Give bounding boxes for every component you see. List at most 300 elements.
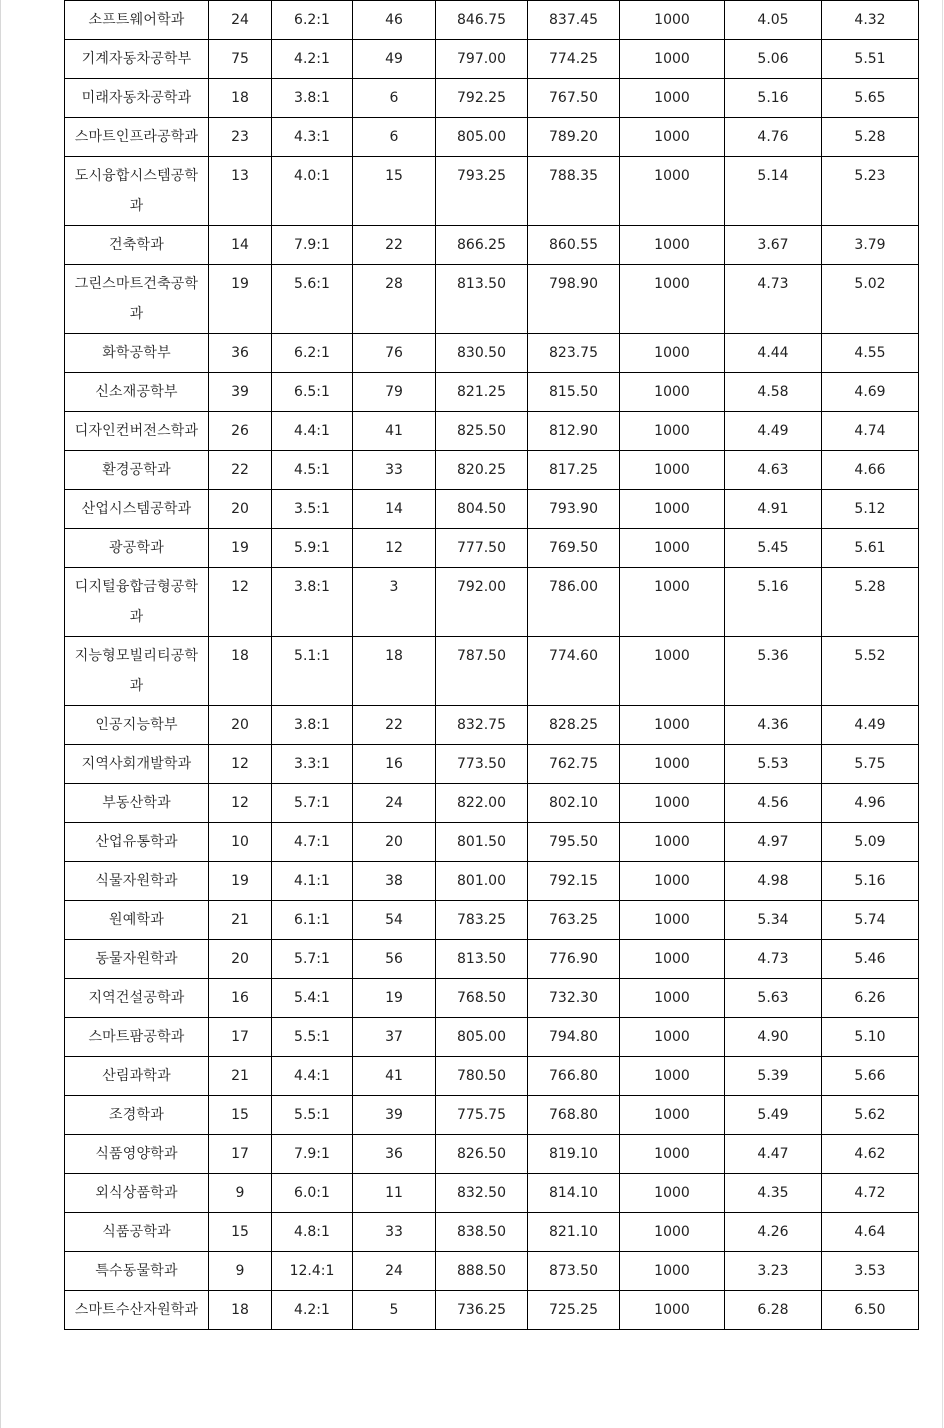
- cell-score-1: 813.50: [436, 940, 528, 979]
- cell-competition-ratio: 5.4:1: [272, 979, 353, 1018]
- cell-competition-ratio: 4.7:1: [272, 823, 353, 862]
- cell-full-score: 1000: [620, 40, 725, 79]
- cell-score-1: 822.00: [436, 784, 528, 823]
- cell-applicants: 3: [353, 568, 436, 637]
- cell-grade-2: 4.72: [822, 1174, 919, 1213]
- cell-grade-2: 5.51: [822, 40, 919, 79]
- cell-department: 광공학과: [65, 529, 209, 568]
- cell-department: 그린스마트건축공학과: [65, 265, 209, 334]
- cell-grade-2: 5.12: [822, 490, 919, 529]
- cell-score-2: 786.00: [528, 568, 620, 637]
- cell-grade-1: 5.53: [725, 745, 822, 784]
- cell-score-2: 767.50: [528, 79, 620, 118]
- cell-applicants: 41: [353, 1057, 436, 1096]
- cell-full-score: 1000: [620, 745, 725, 784]
- cell-score-1: 820.25: [436, 451, 528, 490]
- cell-full-score: 1000: [620, 1174, 725, 1213]
- table-row: [65, 823, 919, 862]
- table-row: [65, 706, 919, 745]
- table-row: [65, 1, 919, 40]
- cell-grade-1: 4.05: [725, 1, 822, 40]
- cell-applicants: 15: [353, 157, 436, 226]
- cell-applicants: 49: [353, 40, 436, 79]
- cell-quota: 17: [209, 1135, 272, 1174]
- cell-score-1: 888.50: [436, 1252, 528, 1291]
- table-row: [65, 940, 919, 979]
- cell-department: 환경공학과: [65, 451, 209, 490]
- cell-competition-ratio: 5.9:1: [272, 529, 353, 568]
- cell-grade-1: 4.73: [725, 265, 822, 334]
- cell-grade-1: 4.98: [725, 862, 822, 901]
- cell-applicants: 22: [353, 226, 436, 265]
- cell-department: 스마트팜공학과: [65, 1018, 209, 1057]
- cell-applicants: 39: [353, 1096, 436, 1135]
- cell-score-1: 768.50: [436, 979, 528, 1018]
- table-row: [65, 1213, 919, 1252]
- cell-grade-2: 5.28: [822, 568, 919, 637]
- cell-grade-1: 4.49: [725, 412, 822, 451]
- cell-applicants: 28: [353, 265, 436, 334]
- cell-competition-ratio: 6.2:1: [272, 334, 353, 373]
- cell-department: 소프트웨어학과: [65, 1, 209, 40]
- cell-full-score: 1000: [620, 706, 725, 745]
- table-row: [65, 40, 919, 79]
- cell-grade-2: 6.26: [822, 979, 919, 1018]
- cell-competition-ratio: 5.6:1: [272, 265, 353, 334]
- cell-grade-2: 5.02: [822, 265, 919, 334]
- cell-full-score: 1000: [620, 412, 725, 451]
- cell-applicants: 6: [353, 118, 436, 157]
- cell-competition-ratio: 5.7:1: [272, 784, 353, 823]
- cell-grade-1: 4.35: [725, 1174, 822, 1213]
- table-row: [65, 1018, 919, 1057]
- cell-competition-ratio: 3.8:1: [272, 79, 353, 118]
- cell-competition-ratio: 5.1:1: [272, 637, 353, 706]
- cell-full-score: 1000: [620, 451, 725, 490]
- cell-applicants: 33: [353, 451, 436, 490]
- cell-score-1: 801.50: [436, 823, 528, 862]
- cell-score-2: 817.25: [528, 451, 620, 490]
- cell-score-2: 789.20: [528, 118, 620, 157]
- cell-applicants: 5: [353, 1291, 436, 1330]
- cell-competition-ratio: 3.3:1: [272, 745, 353, 784]
- cell-score-2: 860.55: [528, 226, 620, 265]
- cell-score-1: 793.25: [436, 157, 528, 226]
- cell-grade-2: 4.74: [822, 412, 919, 451]
- cell-grade-1: 5.06: [725, 40, 822, 79]
- cell-score-1: 792.00: [436, 568, 528, 637]
- cell-department: 건축학과: [65, 226, 209, 265]
- cell-quota: 14: [209, 226, 272, 265]
- cell-competition-ratio: 4.2:1: [272, 40, 353, 79]
- cell-competition-ratio: 4.1:1: [272, 862, 353, 901]
- table-row: [65, 979, 919, 1018]
- cell-department: 디자인컨버전스학과: [65, 412, 209, 451]
- cell-full-score: 1000: [620, 568, 725, 637]
- cell-full-score: 1000: [620, 979, 725, 1018]
- cell-grade-2: 4.64: [822, 1213, 919, 1252]
- cell-grade-2: 3.53: [822, 1252, 919, 1291]
- cell-department: 인공지능학부: [65, 706, 209, 745]
- cell-grade-2: 5.65: [822, 79, 919, 118]
- cell-grade-1: 5.34: [725, 901, 822, 940]
- cell-score-1: 777.50: [436, 529, 528, 568]
- cell-full-score: 1000: [620, 637, 725, 706]
- cell-applicants: 6: [353, 79, 436, 118]
- cell-score-2: 774.25: [528, 40, 620, 79]
- cell-grade-1: 4.26: [725, 1213, 822, 1252]
- cell-department: 스마트수산자원학과: [65, 1291, 209, 1330]
- table-row: [65, 1291, 919, 1330]
- cell-grade-1: 4.36: [725, 706, 822, 745]
- page-left-rule: [0, 0, 1, 1428]
- cell-score-1: 805.00: [436, 118, 528, 157]
- cell-grade-1: 3.67: [725, 226, 822, 265]
- cell-grade-1: 5.49: [725, 1096, 822, 1135]
- cell-grade-1: 5.16: [725, 568, 822, 637]
- cell-score-1: 866.25: [436, 226, 528, 265]
- cell-full-score: 1000: [620, 265, 725, 334]
- cell-quota: 36: [209, 334, 272, 373]
- cell-score-2: 821.10: [528, 1213, 620, 1252]
- cell-quota: 19: [209, 265, 272, 334]
- cell-applicants: 36: [353, 1135, 436, 1174]
- table-row: [65, 412, 919, 451]
- cell-score-2: 762.75: [528, 745, 620, 784]
- cell-grade-2: 4.55: [822, 334, 919, 373]
- cell-score-1: 830.50: [436, 334, 528, 373]
- cell-score-2: 763.25: [528, 901, 620, 940]
- table-row: [65, 1135, 919, 1174]
- cell-full-score: 1000: [620, 1096, 725, 1135]
- cell-department: 지역사회개발학과: [65, 745, 209, 784]
- table-row: [65, 862, 919, 901]
- cell-score-2: 795.50: [528, 823, 620, 862]
- cell-full-score: 1000: [620, 529, 725, 568]
- cell-applicants: 14: [353, 490, 436, 529]
- cell-score-2: 794.80: [528, 1018, 620, 1057]
- cell-score-1: 813.50: [436, 265, 528, 334]
- cell-score-2: 873.50: [528, 1252, 620, 1291]
- cell-score-1: 826.50: [436, 1135, 528, 1174]
- cell-applicants: 76: [353, 334, 436, 373]
- cell-score-2: 766.80: [528, 1057, 620, 1096]
- cell-quota: 12: [209, 568, 272, 637]
- cell-grade-2: 4.96: [822, 784, 919, 823]
- cell-grade-1: 5.45: [725, 529, 822, 568]
- cell-score-2: 814.10: [528, 1174, 620, 1213]
- cell-competition-ratio: 4.8:1: [272, 1213, 353, 1252]
- cell-grade-1: 4.90: [725, 1018, 822, 1057]
- cell-score-1: 773.50: [436, 745, 528, 784]
- cell-grade-1: 5.39: [725, 1057, 822, 1096]
- cell-competition-ratio: 12.4:1: [272, 1252, 353, 1291]
- cell-department: 도시융합시스템공학과: [65, 157, 209, 226]
- cell-grade-2: 5.46: [822, 940, 919, 979]
- cell-score-2: 815.50: [528, 373, 620, 412]
- cell-competition-ratio: 6.1:1: [272, 901, 353, 940]
- cell-competition-ratio: 4.5:1: [272, 451, 353, 490]
- cell-department: 기계자동차공학부: [65, 40, 209, 79]
- cell-quota: 19: [209, 862, 272, 901]
- cell-department: 외식상품학과: [65, 1174, 209, 1213]
- cell-applicants: 38: [353, 862, 436, 901]
- table-row: [65, 451, 919, 490]
- cell-grade-2: 4.69: [822, 373, 919, 412]
- cell-grade-1: 4.56: [725, 784, 822, 823]
- cell-score-2: 837.45: [528, 1, 620, 40]
- cell-applicants: 12: [353, 529, 436, 568]
- cell-score-2: 732.30: [528, 979, 620, 1018]
- cell-department: 특수동물학과: [65, 1252, 209, 1291]
- table-row: [65, 784, 919, 823]
- cell-grade-2: 5.52: [822, 637, 919, 706]
- cell-grade-2: 3.79: [822, 226, 919, 265]
- cell-grade-1: 4.91: [725, 490, 822, 529]
- cell-competition-ratio: 4.0:1: [272, 157, 353, 226]
- table-row: [65, 529, 919, 568]
- cell-applicants: 54: [353, 901, 436, 940]
- cell-competition-ratio: 6.0:1: [272, 1174, 353, 1213]
- table-row: [65, 334, 919, 373]
- cell-grade-2: 4.49: [822, 706, 919, 745]
- cell-quota: 17: [209, 1018, 272, 1057]
- cell-department: 식품공학과: [65, 1213, 209, 1252]
- cell-grade-2: 5.09: [822, 823, 919, 862]
- cell-score-2: 819.10: [528, 1135, 620, 1174]
- cell-score-2: 802.10: [528, 784, 620, 823]
- cell-full-score: 1000: [620, 1135, 725, 1174]
- cell-full-score: 1000: [620, 940, 725, 979]
- cell-applicants: 16: [353, 745, 436, 784]
- cell-grade-2: 5.61: [822, 529, 919, 568]
- cell-score-2: 792.15: [528, 862, 620, 901]
- cell-score-1: 821.25: [436, 373, 528, 412]
- cell-score-1: 832.50: [436, 1174, 528, 1213]
- cell-grade-2: 5.75: [822, 745, 919, 784]
- cell-full-score: 1000: [620, 1057, 725, 1096]
- cell-score-1: 804.50: [436, 490, 528, 529]
- cell-department: 식품영양학과: [65, 1135, 209, 1174]
- cell-applicants: 11: [353, 1174, 436, 1213]
- cell-quota: 20: [209, 490, 272, 529]
- cell-score-1: 792.25: [436, 79, 528, 118]
- cell-applicants: 46: [353, 1, 436, 40]
- cell-department: 신소재공학부: [65, 373, 209, 412]
- cell-grade-1: 4.44: [725, 334, 822, 373]
- cell-competition-ratio: 4.4:1: [272, 412, 353, 451]
- cell-quota: 21: [209, 901, 272, 940]
- cell-grade-1: 4.47: [725, 1135, 822, 1174]
- table-row: [65, 1057, 919, 1096]
- cell-score-1: 775.75: [436, 1096, 528, 1135]
- cell-grade-2: 5.16: [822, 862, 919, 901]
- cell-score-2: 788.35: [528, 157, 620, 226]
- table-row: [65, 79, 919, 118]
- cell-applicants: 19: [353, 979, 436, 1018]
- table-row: [65, 157, 919, 226]
- cell-quota: 15: [209, 1096, 272, 1135]
- cell-applicants: 20: [353, 823, 436, 862]
- cell-department: 동물자원학과: [65, 940, 209, 979]
- cell-grade-2: 5.28: [822, 118, 919, 157]
- cell-department: 디지털융합금형공학과: [65, 568, 209, 637]
- cell-score-2: 828.25: [528, 706, 620, 745]
- table-row: [65, 637, 919, 706]
- cell-score-2: 793.90: [528, 490, 620, 529]
- cell-quota: 23: [209, 118, 272, 157]
- cell-competition-ratio: 4.3:1: [272, 118, 353, 157]
- cell-grade-1: 4.63: [725, 451, 822, 490]
- table-row: [65, 265, 919, 334]
- cell-score-1: 805.00: [436, 1018, 528, 1057]
- cell-quota: 20: [209, 940, 272, 979]
- cell-department: 식물자원학과: [65, 862, 209, 901]
- cell-score-2: 725.25: [528, 1291, 620, 1330]
- cell-quota: 16: [209, 979, 272, 1018]
- cell-quota: 19: [209, 529, 272, 568]
- cell-applicants: 79: [353, 373, 436, 412]
- cell-score-2: 823.75: [528, 334, 620, 373]
- cell-applicants: 22: [353, 706, 436, 745]
- cell-grade-1: 5.14: [725, 157, 822, 226]
- cell-quota: 18: [209, 637, 272, 706]
- cell-department: 원예학과: [65, 901, 209, 940]
- cell-score-2: 768.80: [528, 1096, 620, 1135]
- cell-department: 부동산학과: [65, 784, 209, 823]
- cell-applicants: 41: [353, 412, 436, 451]
- cell-grade-1: 3.23: [725, 1252, 822, 1291]
- cell-department: 산업유통학과: [65, 823, 209, 862]
- cell-grade-2: 5.23: [822, 157, 919, 226]
- cell-applicants: 18: [353, 637, 436, 706]
- cell-department: 조경학과: [65, 1096, 209, 1135]
- cell-quota: 18: [209, 1291, 272, 1330]
- cell-score-1: 783.25: [436, 901, 528, 940]
- cell-competition-ratio: 5.7:1: [272, 940, 353, 979]
- cell-department: 지능형모빌리티공학과: [65, 637, 209, 706]
- cell-full-score: 1000: [620, 823, 725, 862]
- table-row: [65, 1096, 919, 1135]
- cell-grade-2: 5.62: [822, 1096, 919, 1135]
- cell-score-1: 801.00: [436, 862, 528, 901]
- cell-grade-2: 4.32: [822, 1, 919, 40]
- cell-applicants: 56: [353, 940, 436, 979]
- table-row: [65, 1252, 919, 1291]
- cell-grade-1: 4.73: [725, 940, 822, 979]
- cell-quota: 20: [209, 706, 272, 745]
- cell-quota: 12: [209, 745, 272, 784]
- cell-department: 스마트인프라공학과: [65, 118, 209, 157]
- cell-quota: 24: [209, 1, 272, 40]
- cell-applicants: 37: [353, 1018, 436, 1057]
- cell-full-score: 1000: [620, 1291, 725, 1330]
- cell-grade-2: 6.50: [822, 1291, 919, 1330]
- cell-full-score: 1000: [620, 901, 725, 940]
- cell-competition-ratio: 6.5:1: [272, 373, 353, 412]
- cell-full-score: 1000: [620, 226, 725, 265]
- cell-applicants: 33: [353, 1213, 436, 1252]
- cell-department: 지역건설공학과: [65, 979, 209, 1018]
- cell-quota: 12: [209, 784, 272, 823]
- cell-score-2: 769.50: [528, 529, 620, 568]
- cell-grade-1: 4.58: [725, 373, 822, 412]
- cell-score-1: 797.00: [436, 40, 528, 79]
- cell-quota: 75: [209, 40, 272, 79]
- cell-quota: 10: [209, 823, 272, 862]
- cell-quota: 18: [209, 79, 272, 118]
- cell-grade-2: 5.66: [822, 1057, 919, 1096]
- cell-applicants: 24: [353, 784, 436, 823]
- cell-competition-ratio: 5.5:1: [272, 1096, 353, 1135]
- cell-full-score: 1000: [620, 1213, 725, 1252]
- cell-competition-ratio: 4.2:1: [272, 1291, 353, 1330]
- cell-score-1: 787.50: [436, 637, 528, 706]
- cell-competition-ratio: 3.8:1: [272, 568, 353, 637]
- cell-full-score: 1000: [620, 784, 725, 823]
- cell-competition-ratio: 5.5:1: [272, 1018, 353, 1057]
- cell-full-score: 1000: [620, 1, 725, 40]
- table-row: [65, 226, 919, 265]
- cell-competition-ratio: 3.8:1: [272, 706, 353, 745]
- cell-score-2: 812.90: [528, 412, 620, 451]
- cell-grade-1: 5.16: [725, 79, 822, 118]
- cell-grade-1: 6.28: [725, 1291, 822, 1330]
- cell-competition-ratio: 7.9:1: [272, 226, 353, 265]
- cell-full-score: 1000: [620, 373, 725, 412]
- cell-full-score: 1000: [620, 1252, 725, 1291]
- cell-full-score: 1000: [620, 1018, 725, 1057]
- table-row: [65, 568, 919, 637]
- cell-quota: 26: [209, 412, 272, 451]
- cell-score-1: 838.50: [436, 1213, 528, 1252]
- cell-score-1: 825.50: [436, 412, 528, 451]
- cell-score-2: 798.90: [528, 265, 620, 334]
- table-body: [65, 1, 919, 1330]
- cell-department: 산업시스템공학과: [65, 490, 209, 529]
- table-row: [65, 901, 919, 940]
- cell-full-score: 1000: [620, 79, 725, 118]
- cell-grade-2: 5.10: [822, 1018, 919, 1057]
- cell-department: 미래자동차공학과: [65, 79, 209, 118]
- table-row: [65, 490, 919, 529]
- table-row: [65, 373, 919, 412]
- cell-department: 산림과학과: [65, 1057, 209, 1096]
- cell-quota: 9: [209, 1174, 272, 1213]
- cell-grade-1: 4.76: [725, 118, 822, 157]
- cell-quota: 15: [209, 1213, 272, 1252]
- cell-score-2: 776.90: [528, 940, 620, 979]
- cell-quota: 13: [209, 157, 272, 226]
- cell-quota: 22: [209, 451, 272, 490]
- cell-competition-ratio: 6.2:1: [272, 1, 353, 40]
- cell-grade-1: 5.36: [725, 637, 822, 706]
- cell-quota: 39: [209, 373, 272, 412]
- cell-grade-1: 4.97: [725, 823, 822, 862]
- cell-grade-2: 4.62: [822, 1135, 919, 1174]
- cell-competition-ratio: 7.9:1: [272, 1135, 353, 1174]
- cell-competition-ratio: 4.4:1: [272, 1057, 353, 1096]
- cell-score-1: 780.50: [436, 1057, 528, 1096]
- cell-quota: 21: [209, 1057, 272, 1096]
- cell-quota: 9: [209, 1252, 272, 1291]
- cell-full-score: 1000: [620, 862, 725, 901]
- cell-department: 화학공학부: [65, 334, 209, 373]
- cell-applicants: 24: [353, 1252, 436, 1291]
- cell-competition-ratio: 3.5:1: [272, 490, 353, 529]
- cell-full-score: 1000: [620, 157, 725, 226]
- cell-score-1: 736.25: [436, 1291, 528, 1330]
